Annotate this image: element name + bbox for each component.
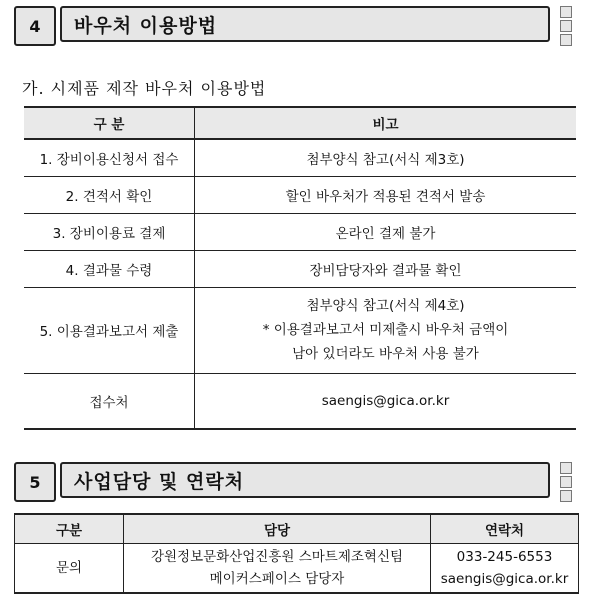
step-cell: 3. 장비이용료 결제	[24, 213, 195, 250]
step-cell: 접수처	[24, 373, 195, 429]
manager-line: 메이커스페이스 담당자	[209, 571, 345, 587]
contact-cell	[431, 544, 579, 594]
contact-table	[14, 513, 579, 594]
section-5-header	[14, 462, 572, 502]
table-row	[24, 213, 576, 250]
table-row	[24, 250, 576, 287]
voucher-usage-table	[24, 106, 576, 430]
contact-email: saengis@gica.or.kr	[440, 571, 569, 587]
manager-cell	[124, 544, 431, 594]
section-number: 5	[14, 462, 56, 502]
table-row	[24, 139, 576, 176]
note-cell	[195, 287, 577, 373]
column-header-contact: 연락처	[431, 514, 579, 544]
step-cell: 1. 장비이용신청서 접수	[24, 139, 195, 176]
note-cell: 온라인 결제 불가	[195, 213, 577, 250]
note-line: * 이용결과보고서 미제출시 바우처 금액이	[262, 322, 509, 338]
table-row	[24, 373, 576, 429]
column-header-manager: 담당	[124, 514, 431, 544]
step-cell: 5. 이용결과보고서 제출	[24, 287, 195, 373]
note-cell: 장비담당자와 결과물 확인	[195, 250, 577, 287]
step-cell: 2. 견적서 확인	[24, 176, 195, 213]
header-decoration	[560, 6, 572, 46]
table-row	[24, 176, 576, 213]
section-title: 바우처 이용방법	[60, 6, 550, 42]
category-cell: 문의	[15, 544, 124, 594]
section-title: 사업담당 및 연락처	[60, 462, 550, 498]
section-number: 4	[14, 6, 56, 46]
email-cell: saengis@gica.or.kr	[195, 373, 577, 429]
step-cell: 4. 결과물 수령	[24, 250, 195, 287]
section-4-header	[14, 6, 572, 46]
header-decoration	[560, 462, 572, 502]
note-line: 남아 있더라도 바우처 사용 불가	[292, 346, 479, 362]
column-header-category: 구분	[15, 514, 124, 544]
column-header-category: 구 분	[24, 107, 195, 139]
subsection-title: 가. 시제품 제작 바우처 이용방법	[22, 79, 267, 98]
table-row	[15, 544, 579, 594]
note-cell: 할인 바우처가 적용된 견적서 발송	[195, 176, 577, 213]
note-cell: 첨부양식 참고(서식 제3호)	[195, 139, 577, 176]
table-row	[24, 287, 576, 373]
column-header-note: 비고	[195, 107, 577, 139]
manager-line: 강원정보문화산업진흥원 스마트제조혁신팀	[150, 549, 404, 565]
note-line: 첨부양식 참고(서식 제4호)	[306, 298, 465, 314]
phone-number: 033-245-6553	[456, 549, 553, 565]
